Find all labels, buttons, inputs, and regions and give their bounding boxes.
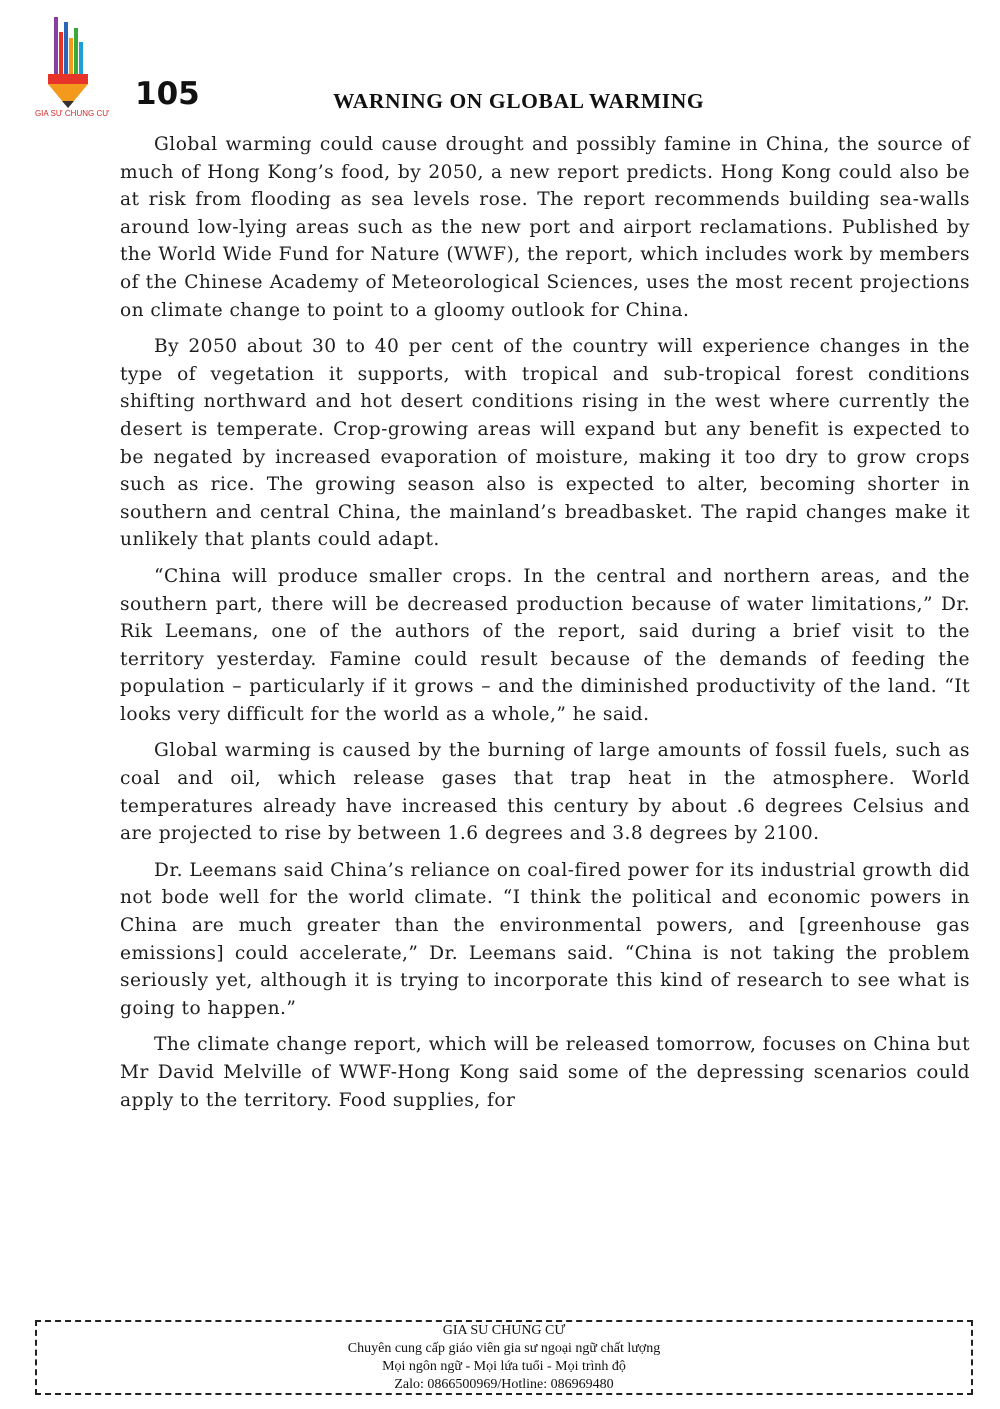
paragraph: “China will produce smaller crops. In the central and northern areas, and the southern part, there will be decreased production because of water limitations,” Dr. Rik Leemans, one of the authors of the report, said during a brief visit to the territory yesterday. Famine could result because of the demands of feeding the population – particularly if it grows – and the diminished productivity of the land. “It looks very difficult for the world as a whole,” he said. (120, 565, 970, 725)
article-body (120, 131, 970, 1123)
pencil-point (62, 101, 74, 108)
footer-brand: GIA SU CHUNG CƯ (442, 1323, 566, 1338)
paragraph: The climate change report, which will be released tomorrow, focuses on China but Mr David Melville of WWF-Hong Kong said some of the depressing scenarios could apply to the territory. Food supplies, for (120, 1034, 970, 1111)
footer-slogan: Mọi ngôn ngữ - Mọi lứa tuổi - Mọi trình độ (382, 1359, 626, 1374)
paragraph: By 2050 about 30 to 40 per cent of the country will experience changes in the type of vegetation it supports, with tropical and sub-tropical forest conditions shifting northward and hot desert conditions rising in the west where currently the desert is temperate. Crop-growing areas will expand but any benefit is expected to be negated by increased evaporation of moisture, making it too dry to grow crops such as rice. The growing season also is expected to alter, becoming shorter in southern and central China, the mainland’s breadbasket. The rapid changes make it unlikely that plants could adapt. (120, 336, 970, 551)
logo-bars (54, 17, 83, 75)
footer-tagline: Chuyên cung cấp giáo viên gia sư ngoại ngữ chất lượng (347, 1341, 661, 1356)
logo-bar (69, 38, 73, 75)
logo-bar (79, 42, 83, 75)
logo-bar (74, 28, 78, 75)
pencil-logo-icon (26, 12, 116, 120)
footer-ad-box (35, 1320, 973, 1395)
footer-contact: Zalo: 0866500969/Hotline: 086969480 (394, 1377, 614, 1392)
pencil-body (48, 74, 88, 84)
paragraph: Global warming could cause drought and possibly famine in China, the source of much of Hong Kong’s food, by 2050, a new report predicts. Hong Kong could also be at risk from flooding as sea levels rose. The report recommends building sea-walls around low-lying areas such as the new port and airport reclamations. Published by the World Wide Fund for Nature (WWF), the report, which includes work by members of the Chinese Academy of Meteorological Sciences, uses the most recent projections on climate change to point to a gloomy outlook for China. (120, 134, 970, 321)
paragraph: Dr. Leemans said China’s reliance on coal-fired power for its industrial growth did not bode well for the world climate. “I think the political and economic powers in China are much greater than the environmental powers, and [greenhouse gas emissions] could accelerate,” Dr. Leemans said. “China is not taking the problem seriously yet, although it is trying to incorporate this kind of research to see what is going to happen.” (120, 859, 970, 1019)
page-title: WARNING ON GLOBAL WARMING (333, 89, 705, 113)
logo-caption: GIA SƯ CHUNG CƯ (34, 109, 110, 118)
page-number: 105 (135, 76, 200, 112)
paragraph: Global warming is caused by the burning of large amounts of fossil fuels, such as coal and oil, which release gases that trap heat in the atmosphere. World temperatures already have increased this century by about .6 degrees Celsius and are projected to rise by between 1.6 degrees and 3.8 degrees by 2100. (120, 740, 970, 845)
logo-bar (59, 32, 63, 75)
logo-bar (54, 17, 58, 75)
logo-bar (64, 22, 68, 75)
